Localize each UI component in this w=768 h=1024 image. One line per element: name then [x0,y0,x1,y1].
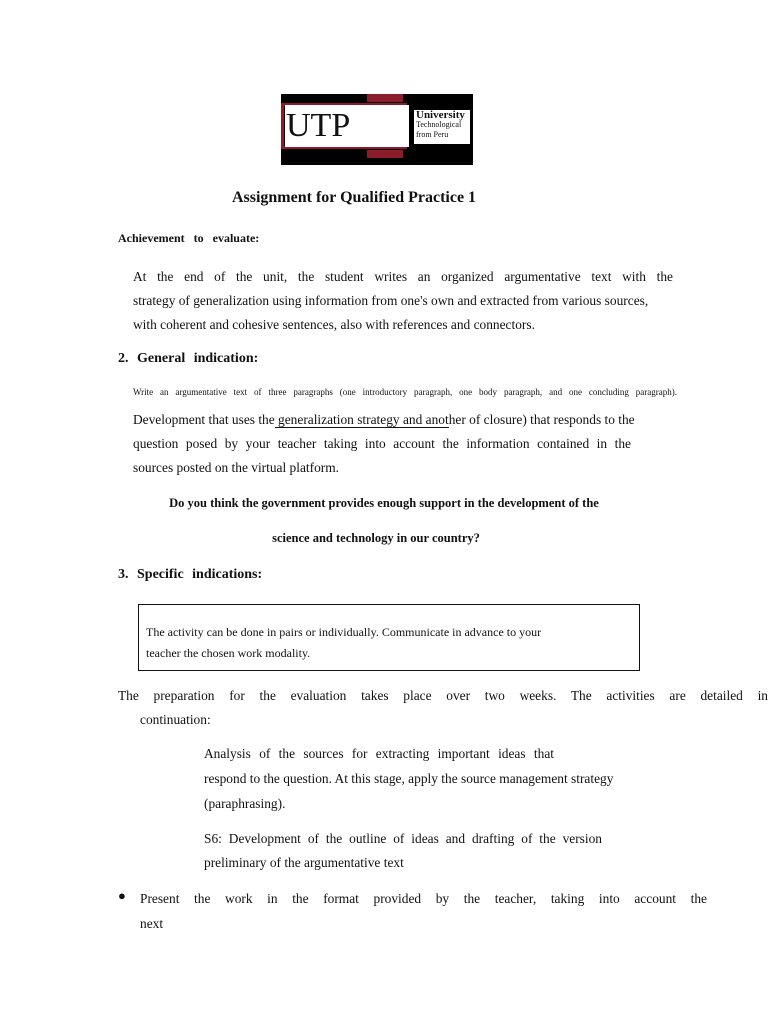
step-line: Analysis of the sources for extracting important ideas that [204,746,554,761]
utp-logo [281,94,473,165]
note-box [138,604,640,671]
step-line: S6: Development of the outline of ideas and drafting of the version [204,831,602,846]
logo-line1: University [416,109,465,121]
logo-text-box [414,110,470,144]
logo-white-panel [285,105,409,147]
bullet-icon: ● [118,888,126,903]
paragraph-line [133,408,635,432]
step-line: (paraphrasing). [204,796,286,811]
general-indication-heading: 2. General indication: [118,351,259,366]
logo-abbr: UTP [286,107,351,144]
step-line: respond to the question. At this stage, apply the source management strategy [204,771,614,786]
underlined-phrase: generalization strategy and anot [274,412,449,427]
paragraph-line: question posed by your teacher taking into account the information contained in the [133,436,631,451]
logo-line3: from Peru [416,130,449,139]
note-line: teacher the chosen work modality. [146,646,311,660]
question-line-1: Do you think the government provides enough support in the development of the [169,496,599,510]
logo-stripe [367,150,403,158]
specific-indications-heading: 3. Specific indications: [118,567,263,582]
step-line: preliminary of the argumentative text [204,855,404,870]
logo-stripe [367,94,403,102]
preparation-paragraph [118,684,768,732]
paragraph-line: with coherent and cohesive sentences, also with references and connectors. [133,317,535,332]
paragraph-line: strategy of generalization using information from one's own and extracted from various sources, [133,293,649,308]
line-post: her of closure) that responds to the [448,412,635,427]
achievement-paragraph [133,265,673,337]
bullet-line: Present the work in the format provided by the teacher, taking into account the [140,891,707,906]
step-development [204,827,602,875]
general-small-line: Write an argumentative text of three paragraphs (one introductory paragraph, one body paragraph, and one concluding paragraph). [133,387,677,397]
paragraph-line: sources posted on the virtual platform. [133,460,340,475]
step-analysis [204,741,624,816]
line-pre: Development that uses the [133,412,275,427]
bullet-item [140,886,707,936]
bullet-line: next [140,916,164,931]
logo-line2: Technological [416,120,462,129]
achievement-heading: Achievement to evaluate: [118,231,260,245]
page-title: Assignment for Qualified Practice 1 [231,189,477,206]
paragraph-line: The preparation for the evaluation takes place over two weeks. The activities are detailed in [118,688,768,703]
question-line-2: science and technology in our country? [272,531,480,545]
note-line: The activity can be done in pairs or individually. Communicate in advance to your [146,625,542,639]
general-paragraph [133,408,635,480]
paragraph-line: At the end of the unit, the student writes an organized argumentative text with the [133,269,673,284]
paragraph-line: continuation: [140,712,211,727]
